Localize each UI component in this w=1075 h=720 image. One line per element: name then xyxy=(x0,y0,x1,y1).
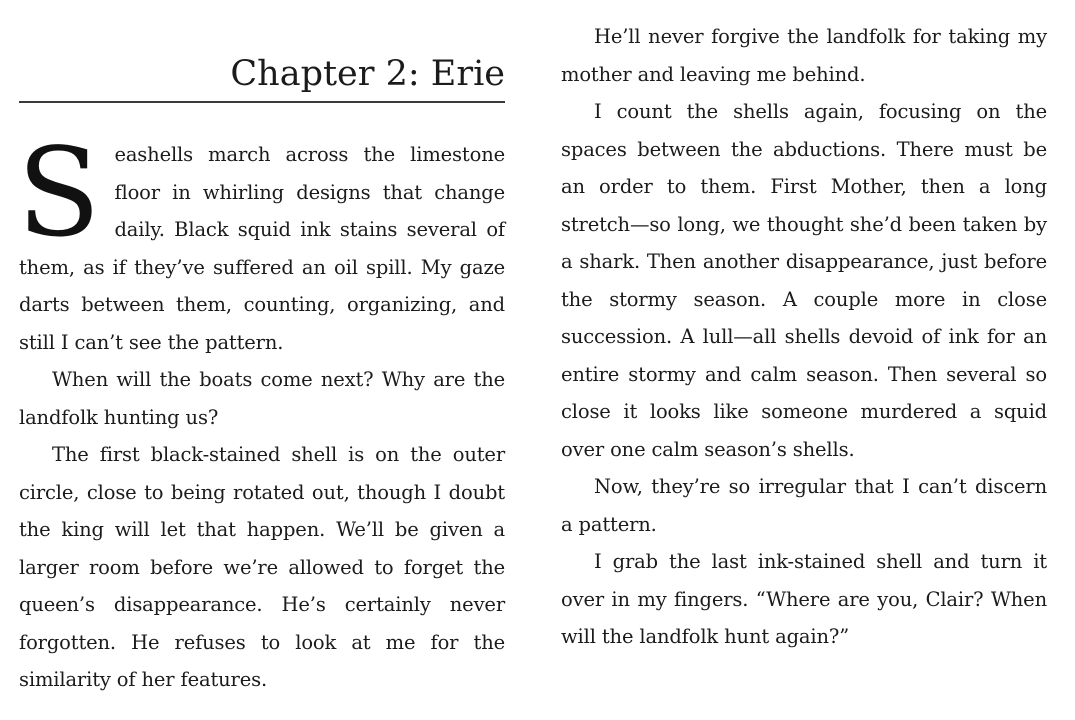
paragraph: He’ll never forgive the landfolk for taking my mother and leaving me behind. xyxy=(561,25,1047,86)
drop-cap: S xyxy=(17,122,101,264)
paragraph: I grab the last ink-stained shell and turn it over in my fingers. “Where are you, Clair? When will the landfolk hunt again?” xyxy=(561,550,1047,648)
first-paragraph xyxy=(17,122,505,361)
paragraph: The first black-stained shell is on the outer circle, close to being rotated out, though I doubt the king will let that happen. We’ll be given a larger room before we’re allowed to forget the queen’s disappearance. He’s certainly never forgotten. He refuses to look at me for the similarity of her features. xyxy=(19,443,505,691)
paragraph: I count the shells again, focusing on the spaces between the abductions. There must be an order to them. First Mother, then a long stretch—so long, we thought she’d been taken by a shark. Then another disappearance, just before the stormy season. A couple more in close succession. A lull—all shells devoid of ink for an entire stormy and calm season. Then several so close it looks like someone murdered a squid over one calm season’s shells. xyxy=(561,100,1047,461)
right-page-text xyxy=(561,18,1047,656)
paragraph: When will the boats come next? Why are the landfolk hunting us? xyxy=(19,368,505,429)
paragraph: Now, they’re so irregular that I can’t discern a pattern. xyxy=(561,475,1047,536)
left-page-text xyxy=(17,122,505,699)
title-divider xyxy=(19,101,505,103)
chapter-title: Chapter 2: Erie xyxy=(230,54,505,94)
first-paragraph-text: eashells march across the limestone floor in whirling designs that change daily. Black squid ink stains several of them, as if they’ve suffered an oil spill. My gaze darts between them, counting, organizing, and still I can’t see the pattern. xyxy=(19,143,505,354)
